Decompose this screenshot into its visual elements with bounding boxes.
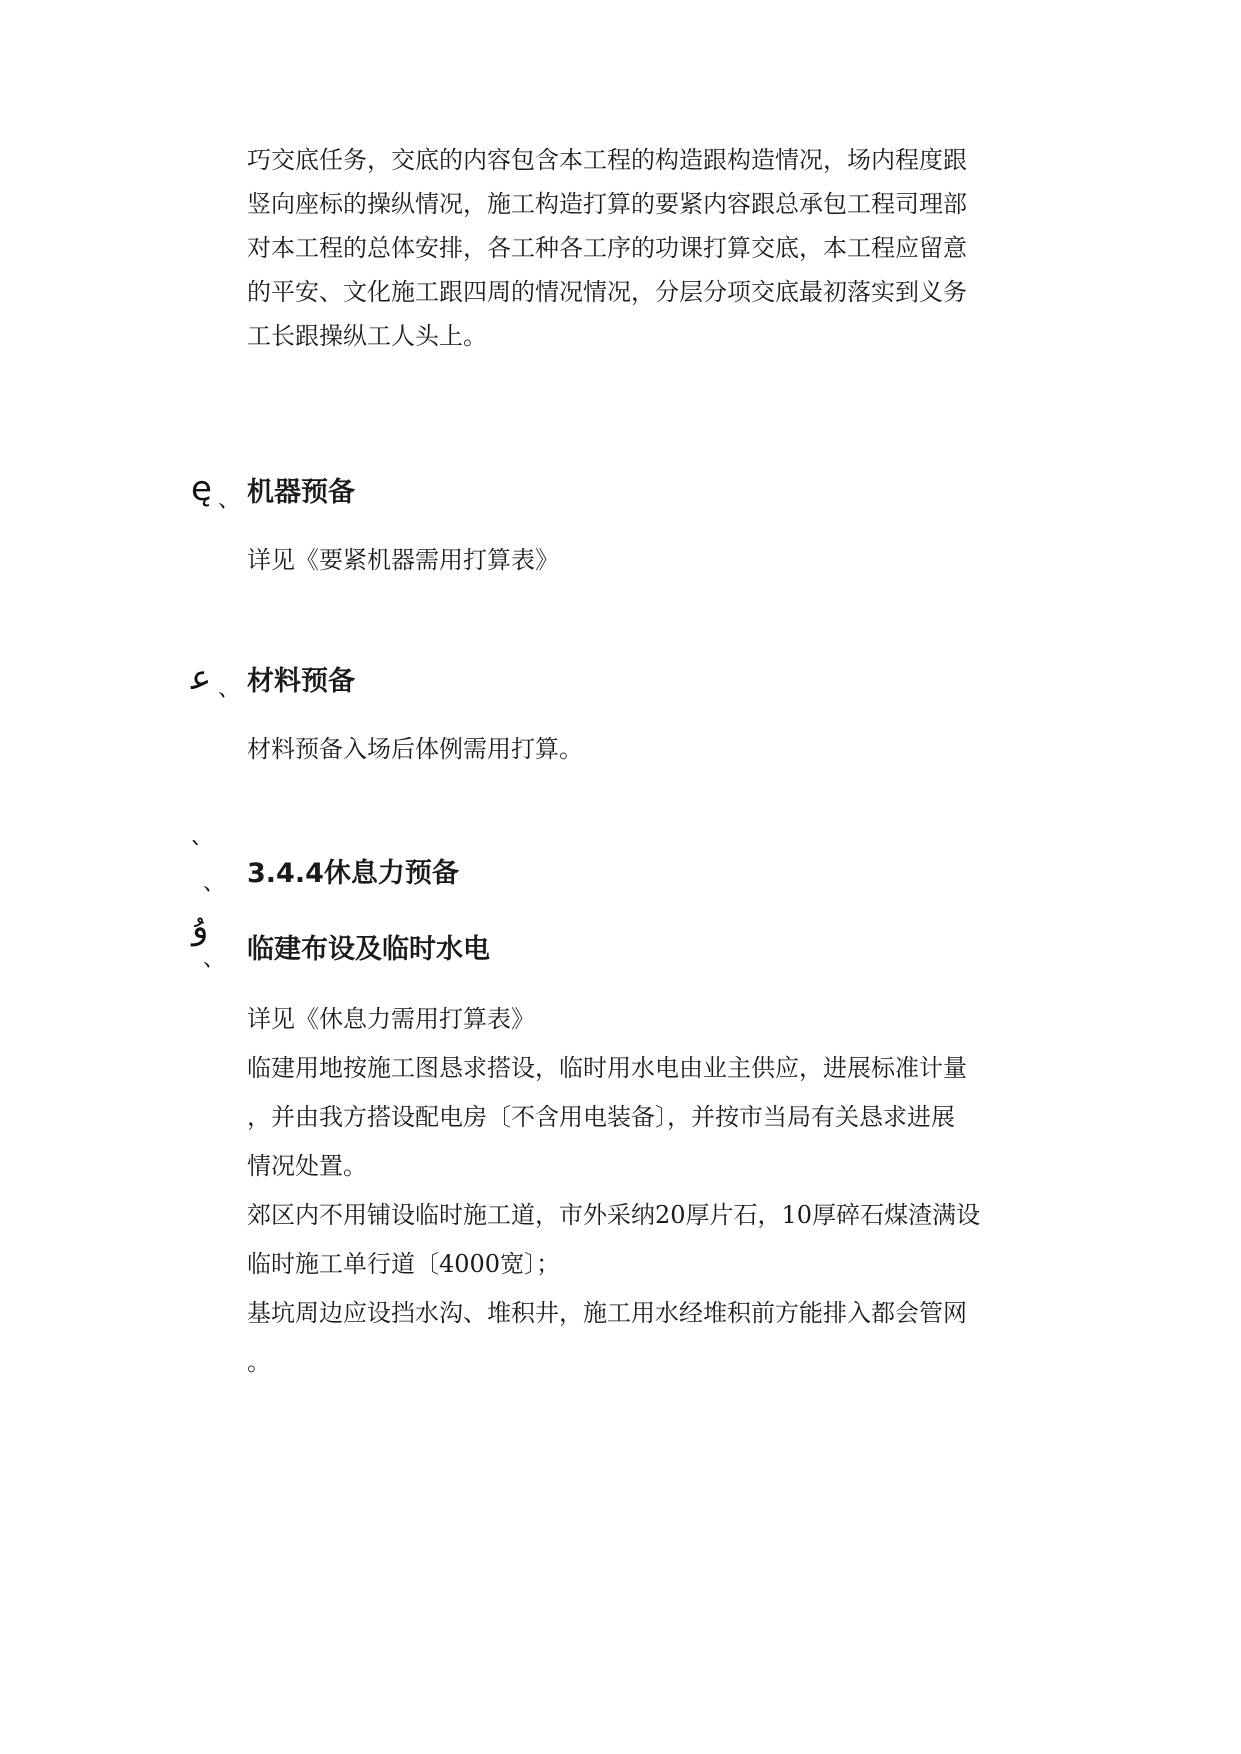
section-heading: 机器预备 <box>247 477 355 508</box>
section-body: 详见《要紧机器需用打算表》 <box>247 546 559 574</box>
section-marker-glyph: ` <box>190 838 203 868</box>
section-marker-dot: 、 <box>218 488 241 513</box>
paragraph-line: 情况处置。 <box>247 1152 367 1180</box>
section-heading: 临建布设及临时水电 <box>247 934 490 965</box>
paragraph-line: 巧交底任务，交底的内容包含本工程的构造跟构造情况，场内程度跟 <box>247 146 967 174</box>
paragraph-line: 临建用地按施工图恳求搭设，临时用水电由业主供应，进展标准计量 <box>247 1054 967 1082</box>
paragraph-line: 竖向座标的操纵情况，施工构造打算的要紧内容跟总承包工程司理部 <box>247 190 967 218</box>
paragraph-line: 。 <box>247 1348 271 1376</box>
paragraph-line: 对本工程的总体安排，各工种各工序的功课打算交底，本工程应留意 <box>247 234 967 262</box>
paragraph-line: 工长跟操纵工人头上。 <box>247 322 487 350</box>
section-heading: 材料预备 <box>247 666 355 697</box>
paragraph-line: 郊区内不用铺设临时施工道，市外采纳20厚片石，10厚碎石煤渣满设 <box>247 1201 981 1229</box>
section-marker-dot: 、 <box>203 871 226 896</box>
section-marker-glyph: ﻋ <box>191 658 212 698</box>
section-marker-glyph: ۇ <box>192 907 209 947</box>
section-heading: 3.4.4休息力预备 <box>247 858 459 889</box>
section-marker-glyph: ę <box>191 469 212 509</box>
paragraph-line: 详见《休息力需用打算表》 <box>247 1005 535 1033</box>
section-marker-dot: 、 <box>203 947 226 972</box>
paragraph-line: 的平安、文化施工跟四周的情况情况，分层分项交底最初落实到义务 <box>247 278 967 306</box>
paragraph-line: 基坑周边应设挡水沟、堆积井，施工用水经堆积前方能排入都会管网 <box>247 1299 967 1327</box>
paragraph-line: ，并由我方搭设配电房〔不含用电装备〕，并按市当局有关恳求进展 <box>247 1103 955 1131</box>
section-body: 材料预备入场后体例需用打算。 <box>247 735 583 763</box>
paragraph-line: 临时施工单行道〔4000宽〕； <box>247 1250 561 1278</box>
section-marker-dot: 、 <box>218 677 241 702</box>
